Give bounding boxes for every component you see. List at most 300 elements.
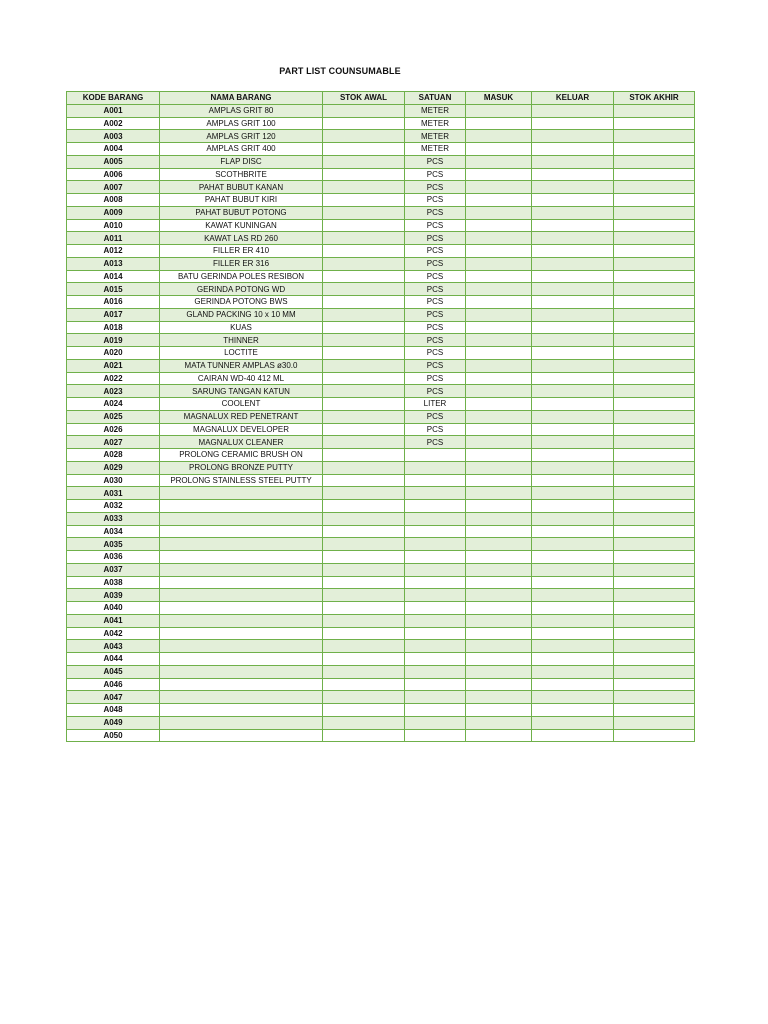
cell-stok-awal bbox=[323, 512, 405, 525]
cell-masuk bbox=[466, 257, 532, 270]
cell-nama-barang: SCOTHBRITE bbox=[160, 168, 323, 181]
cell-stok-akhir bbox=[614, 704, 695, 717]
cell-nama-barang bbox=[160, 538, 323, 551]
table-row bbox=[67, 283, 695, 296]
cell-nama-barang: FILLER ER 316 bbox=[160, 257, 323, 270]
cell-nama-barang: PAHAT BUBUT POTONG bbox=[160, 206, 323, 219]
cell-keluar bbox=[532, 245, 614, 258]
cell-keluar bbox=[532, 283, 614, 296]
cell-keluar bbox=[532, 665, 614, 678]
cell-nama-barang bbox=[160, 551, 323, 564]
cell-stok-awal bbox=[323, 117, 405, 130]
cell-stok-awal bbox=[323, 538, 405, 551]
cell-keluar bbox=[532, 257, 614, 270]
cell-stok-akhir bbox=[614, 219, 695, 232]
table-row bbox=[67, 538, 695, 551]
cell-kode-barang: A049 bbox=[67, 716, 160, 729]
cell-kode-barang: A025 bbox=[67, 410, 160, 423]
cell-kode-barang: A036 bbox=[67, 551, 160, 564]
cell-kode-barang: A026 bbox=[67, 423, 160, 436]
cell-masuk bbox=[466, 219, 532, 232]
cell-satuan bbox=[405, 576, 466, 589]
cell-keluar bbox=[532, 691, 614, 704]
cell-masuk bbox=[466, 474, 532, 487]
cell-keluar bbox=[532, 525, 614, 538]
cell-stok-awal bbox=[323, 704, 405, 717]
cell-kode-barang: A003 bbox=[67, 130, 160, 143]
cell-nama-barang: MAGNALUX CLEANER bbox=[160, 436, 323, 449]
cell-stok-akhir bbox=[614, 461, 695, 474]
cell-satuan bbox=[405, 653, 466, 666]
cell-keluar bbox=[532, 627, 614, 640]
cell-masuk bbox=[466, 487, 532, 500]
cell-keluar bbox=[532, 308, 614, 321]
col-header-masuk: MASUK bbox=[466, 92, 532, 105]
cell-masuk bbox=[466, 729, 532, 742]
table-row bbox=[67, 206, 695, 219]
cell-keluar bbox=[532, 461, 614, 474]
cell-stok-akhir bbox=[614, 423, 695, 436]
document-title: PART LIST COUNSUMABLE bbox=[279, 66, 401, 76]
cell-satuan: PCS bbox=[405, 219, 466, 232]
cell-satuan: METER bbox=[405, 130, 466, 143]
cell-kode-barang: A035 bbox=[67, 538, 160, 551]
cell-nama-barang bbox=[160, 640, 323, 653]
cell-nama-barang bbox=[160, 653, 323, 666]
cell-kode-barang: A006 bbox=[67, 168, 160, 181]
cell-keluar bbox=[532, 270, 614, 283]
cell-satuan bbox=[405, 602, 466, 615]
cell-nama-barang: LOCTITE bbox=[160, 347, 323, 360]
cell-kode-barang: A038 bbox=[67, 576, 160, 589]
cell-keluar bbox=[532, 614, 614, 627]
cell-stok-awal bbox=[323, 500, 405, 513]
cell-kode-barang: A015 bbox=[67, 283, 160, 296]
cell-kode-barang: A034 bbox=[67, 525, 160, 538]
cell-masuk bbox=[466, 410, 532, 423]
cell-stok-akhir bbox=[614, 525, 695, 538]
cell-satuan bbox=[405, 678, 466, 691]
cell-stok-akhir bbox=[614, 194, 695, 207]
table-row bbox=[67, 117, 695, 130]
table-row bbox=[67, 589, 695, 602]
table-row bbox=[67, 525, 695, 538]
cell-masuk bbox=[466, 143, 532, 156]
cell-nama-barang: THINNER bbox=[160, 334, 323, 347]
cell-kode-barang: A039 bbox=[67, 589, 160, 602]
cell-stok-awal bbox=[323, 716, 405, 729]
cell-stok-akhir bbox=[614, 347, 695, 360]
cell-stok-akhir bbox=[614, 512, 695, 525]
cell-nama-barang: MAGNALUX RED PENETRANT bbox=[160, 410, 323, 423]
cell-keluar bbox=[532, 551, 614, 564]
cell-kode-barang: A029 bbox=[67, 461, 160, 474]
cell-keluar bbox=[532, 474, 614, 487]
cell-keluar bbox=[532, 168, 614, 181]
cell-nama-barang: KAWAT KUNINGAN bbox=[160, 219, 323, 232]
cell-masuk bbox=[466, 423, 532, 436]
cell-stok-awal bbox=[323, 410, 405, 423]
header-row bbox=[67, 92, 695, 105]
cell-stok-akhir bbox=[614, 296, 695, 309]
cell-keluar bbox=[532, 104, 614, 117]
table-row bbox=[67, 474, 695, 487]
col-header-stok-akhir: STOK AKHIR bbox=[614, 92, 695, 105]
cell-keluar bbox=[532, 704, 614, 717]
cell-masuk bbox=[466, 283, 532, 296]
cell-stok-akhir bbox=[614, 627, 695, 640]
cell-keluar bbox=[532, 678, 614, 691]
cell-stok-akhir bbox=[614, 117, 695, 130]
cell-kode-barang: A033 bbox=[67, 512, 160, 525]
cell-satuan bbox=[405, 500, 466, 513]
cell-masuk bbox=[466, 232, 532, 245]
cell-stok-akhir bbox=[614, 410, 695, 423]
cell-satuan bbox=[405, 525, 466, 538]
cell-keluar bbox=[532, 602, 614, 615]
table-row bbox=[67, 296, 695, 309]
table-row bbox=[67, 321, 695, 334]
cell-masuk bbox=[466, 512, 532, 525]
table-row bbox=[67, 372, 695, 385]
table-row bbox=[67, 130, 695, 143]
cell-stok-akhir bbox=[614, 232, 695, 245]
cell-stok-awal bbox=[323, 283, 405, 296]
cell-stok-awal bbox=[323, 423, 405, 436]
cell-masuk bbox=[466, 691, 532, 704]
table-row bbox=[67, 181, 695, 194]
cell-stok-awal bbox=[323, 576, 405, 589]
cell-stok-akhir bbox=[614, 308, 695, 321]
cell-nama-barang bbox=[160, 627, 323, 640]
table-row bbox=[67, 410, 695, 423]
cell-satuan bbox=[405, 449, 466, 462]
cell-kode-barang: A017 bbox=[67, 308, 160, 321]
cell-satuan bbox=[405, 691, 466, 704]
cell-keluar bbox=[532, 410, 614, 423]
cell-masuk bbox=[466, 245, 532, 258]
cell-keluar bbox=[532, 219, 614, 232]
cell-masuk bbox=[466, 334, 532, 347]
cell-stok-awal bbox=[323, 347, 405, 360]
cell-stok-akhir bbox=[614, 270, 695, 283]
table-row bbox=[67, 576, 695, 589]
cell-keluar bbox=[532, 347, 614, 360]
cell-keluar bbox=[532, 449, 614, 462]
cell-nama-barang bbox=[160, 729, 323, 742]
cell-nama-barang bbox=[160, 665, 323, 678]
cell-satuan: METER bbox=[405, 117, 466, 130]
table-row bbox=[67, 168, 695, 181]
cell-stok-awal bbox=[323, 321, 405, 334]
cell-satuan: PCS bbox=[405, 334, 466, 347]
cell-satuan bbox=[405, 627, 466, 640]
cell-stok-awal bbox=[323, 678, 405, 691]
cell-satuan bbox=[405, 551, 466, 564]
table-row bbox=[67, 398, 695, 411]
table-row bbox=[67, 627, 695, 640]
cell-stok-akhir bbox=[614, 436, 695, 449]
col-header-stok-awal: STOK AWAL bbox=[323, 92, 405, 105]
cell-nama-barang bbox=[160, 704, 323, 717]
cell-stok-awal bbox=[323, 653, 405, 666]
cell-stok-akhir bbox=[614, 589, 695, 602]
table-row bbox=[67, 704, 695, 717]
cell-masuk bbox=[466, 270, 532, 283]
cell-satuan: PCS bbox=[405, 321, 466, 334]
cell-masuk bbox=[466, 704, 532, 717]
cell-stok-awal bbox=[323, 563, 405, 576]
cell-stok-akhir bbox=[614, 372, 695, 385]
table-row bbox=[67, 449, 695, 462]
cell-nama-barang: AMPLAS GRIT 120 bbox=[160, 130, 323, 143]
cell-masuk bbox=[466, 359, 532, 372]
table-row bbox=[67, 729, 695, 742]
cell-satuan bbox=[405, 614, 466, 627]
cell-stok-akhir bbox=[614, 563, 695, 576]
cell-stok-awal bbox=[323, 589, 405, 602]
cell-stok-awal bbox=[323, 691, 405, 704]
cell-satuan bbox=[405, 729, 466, 742]
cell-masuk bbox=[466, 308, 532, 321]
cell-stok-akhir bbox=[614, 334, 695, 347]
table-row bbox=[67, 461, 695, 474]
cell-stok-awal bbox=[323, 130, 405, 143]
cell-stok-akhir bbox=[614, 155, 695, 168]
col-header-satuan: SATUAN bbox=[405, 92, 466, 105]
cell-stok-awal bbox=[323, 614, 405, 627]
cell-satuan: LITER bbox=[405, 398, 466, 411]
cell-nama-barang: GERINDA POTONG WD bbox=[160, 283, 323, 296]
table-row bbox=[67, 512, 695, 525]
cell-kode-barang: A021 bbox=[67, 359, 160, 372]
cell-keluar bbox=[532, 640, 614, 653]
cell-kode-barang: A027 bbox=[67, 436, 160, 449]
cell-kode-barang: A020 bbox=[67, 347, 160, 360]
cell-satuan bbox=[405, 640, 466, 653]
cell-stok-awal bbox=[323, 729, 405, 742]
cell-stok-akhir bbox=[614, 283, 695, 296]
cell-nama-barang: GERINDA POTONG BWS bbox=[160, 296, 323, 309]
cell-nama-barang bbox=[160, 691, 323, 704]
cell-kode-barang: A042 bbox=[67, 627, 160, 640]
cell-satuan bbox=[405, 716, 466, 729]
cell-stok-awal bbox=[323, 104, 405, 117]
cell-stok-akhir bbox=[614, 716, 695, 729]
cell-masuk bbox=[466, 449, 532, 462]
cell-masuk bbox=[466, 627, 532, 640]
cell-nama-barang: AMPLAS GRIT 100 bbox=[160, 117, 323, 130]
cell-keluar bbox=[532, 117, 614, 130]
cell-masuk bbox=[466, 436, 532, 449]
cell-satuan: PCS bbox=[405, 194, 466, 207]
cell-stok-awal bbox=[323, 232, 405, 245]
table-row bbox=[67, 665, 695, 678]
cell-nama-barang bbox=[160, 576, 323, 589]
cell-satuan: PCS bbox=[405, 308, 466, 321]
cell-stok-awal bbox=[323, 436, 405, 449]
cell-masuk bbox=[466, 614, 532, 627]
cell-keluar bbox=[532, 398, 614, 411]
cell-masuk bbox=[466, 168, 532, 181]
table-row bbox=[67, 334, 695, 347]
cell-kode-barang: A007 bbox=[67, 181, 160, 194]
cell-satuan bbox=[405, 589, 466, 602]
cell-kode-barang: A005 bbox=[67, 155, 160, 168]
cell-keluar bbox=[532, 232, 614, 245]
cell-kode-barang: A050 bbox=[67, 729, 160, 742]
cell-masuk bbox=[466, 372, 532, 385]
cell-nama-barang: PAHAT BUBUT KANAN bbox=[160, 181, 323, 194]
cell-keluar bbox=[532, 155, 614, 168]
cell-stok-akhir bbox=[614, 104, 695, 117]
cell-nama-barang: CAIRAN WD-40 412 ML bbox=[160, 372, 323, 385]
cell-stok-awal bbox=[323, 206, 405, 219]
cell-kode-barang: A009 bbox=[67, 206, 160, 219]
cell-nama-barang: MATA TUNNER AMPLAS ø30.0 bbox=[160, 359, 323, 372]
cell-keluar bbox=[532, 423, 614, 436]
cell-kode-barang: A048 bbox=[67, 704, 160, 717]
cell-masuk bbox=[466, 155, 532, 168]
cell-kode-barang: A028 bbox=[67, 449, 160, 462]
table-row bbox=[67, 500, 695, 513]
table-row bbox=[67, 219, 695, 232]
cell-kode-barang: A044 bbox=[67, 653, 160, 666]
cell-masuk bbox=[466, 640, 532, 653]
cell-nama-barang: KUAS bbox=[160, 321, 323, 334]
cell-stok-awal bbox=[323, 398, 405, 411]
cell-kode-barang: A041 bbox=[67, 614, 160, 627]
cell-stok-akhir bbox=[614, 385, 695, 398]
cell-nama-barang bbox=[160, 525, 323, 538]
cell-keluar bbox=[532, 372, 614, 385]
table-row bbox=[67, 691, 695, 704]
cell-masuk bbox=[466, 602, 532, 615]
cell-stok-awal bbox=[323, 602, 405, 615]
cell-stok-awal bbox=[323, 296, 405, 309]
table-row bbox=[67, 653, 695, 666]
cell-kode-barang: A040 bbox=[67, 602, 160, 615]
cell-keluar bbox=[532, 653, 614, 666]
table-row bbox=[67, 270, 695, 283]
cell-stok-awal bbox=[323, 640, 405, 653]
cell-stok-akhir bbox=[614, 168, 695, 181]
cell-satuan bbox=[405, 538, 466, 551]
table-row bbox=[67, 155, 695, 168]
col-header-nama-barang: NAMA BARANG bbox=[160, 92, 323, 105]
cell-stok-awal bbox=[323, 461, 405, 474]
table-row bbox=[67, 678, 695, 691]
cell-stok-akhir bbox=[614, 487, 695, 500]
cell-masuk bbox=[466, 589, 532, 602]
cell-satuan: PCS bbox=[405, 245, 466, 258]
cell-stok-akhir bbox=[614, 653, 695, 666]
cell-stok-awal bbox=[323, 449, 405, 462]
cell-keluar bbox=[532, 729, 614, 742]
cell-stok-awal bbox=[323, 168, 405, 181]
cell-kode-barang: A018 bbox=[67, 321, 160, 334]
table-row bbox=[67, 308, 695, 321]
cell-satuan bbox=[405, 665, 466, 678]
cell-stok-akhir bbox=[614, 181, 695, 194]
table-row bbox=[67, 551, 695, 564]
cell-keluar bbox=[532, 194, 614, 207]
cell-stok-akhir bbox=[614, 678, 695, 691]
cell-keluar bbox=[532, 206, 614, 219]
cell-stok-awal bbox=[323, 474, 405, 487]
cell-nama-barang: GLAND PACKING 10 x 10 MM bbox=[160, 308, 323, 321]
cell-nama-barang: BATU GERINDA POLES RESIBON bbox=[160, 270, 323, 283]
cell-stok-akhir bbox=[614, 640, 695, 653]
cell-masuk bbox=[466, 665, 532, 678]
cell-kode-barang: A031 bbox=[67, 487, 160, 500]
cell-nama-barang bbox=[160, 512, 323, 525]
cell-stok-akhir bbox=[614, 359, 695, 372]
cell-nama-barang: FILLER ER 410 bbox=[160, 245, 323, 258]
cell-kode-barang: A024 bbox=[67, 398, 160, 411]
table-row bbox=[67, 143, 695, 156]
cell-keluar bbox=[532, 181, 614, 194]
table-row bbox=[67, 602, 695, 615]
cell-stok-akhir bbox=[614, 576, 695, 589]
cell-stok-akhir bbox=[614, 321, 695, 334]
cell-kode-barang: A045 bbox=[67, 665, 160, 678]
cell-stok-akhir bbox=[614, 500, 695, 513]
cell-stok-akhir bbox=[614, 602, 695, 615]
cell-nama-barang bbox=[160, 614, 323, 627]
cell-satuan: PCS bbox=[405, 181, 466, 194]
cell-kode-barang: A014 bbox=[67, 270, 160, 283]
cell-nama-barang: AMPLAS GRIT 80 bbox=[160, 104, 323, 117]
cell-satuan: METER bbox=[405, 143, 466, 156]
cell-satuan bbox=[405, 487, 466, 500]
cell-satuan: PCS bbox=[405, 410, 466, 423]
table-row bbox=[67, 194, 695, 207]
cell-keluar bbox=[532, 576, 614, 589]
cell-satuan: PCS bbox=[405, 232, 466, 245]
cell-satuan: PCS bbox=[405, 385, 466, 398]
cell-keluar bbox=[532, 130, 614, 143]
cell-masuk bbox=[466, 398, 532, 411]
cell-kode-barang: A011 bbox=[67, 232, 160, 245]
cell-stok-awal bbox=[323, 334, 405, 347]
cell-stok-akhir bbox=[614, 665, 695, 678]
cell-nama-barang: PROLONG BRONZE PUTTY bbox=[160, 461, 323, 474]
cell-stok-akhir bbox=[614, 257, 695, 270]
col-header-kode-barang: KODE BARANG bbox=[67, 92, 160, 105]
cell-stok-awal bbox=[323, 245, 405, 258]
cell-nama-barang: PROLONG CERAMIC BRUSH ON bbox=[160, 449, 323, 462]
cell-stok-akhir bbox=[614, 449, 695, 462]
col-header-keluar: KELUAR bbox=[532, 92, 614, 105]
cell-keluar bbox=[532, 385, 614, 398]
cell-satuan bbox=[405, 704, 466, 717]
cell-stok-akhir bbox=[614, 245, 695, 258]
cell-satuan: PCS bbox=[405, 296, 466, 309]
cell-kode-barang: A001 bbox=[67, 104, 160, 117]
table-row bbox=[67, 640, 695, 653]
cell-masuk bbox=[466, 500, 532, 513]
cell-kode-barang: A047 bbox=[67, 691, 160, 704]
cell-kode-barang: A016 bbox=[67, 296, 160, 309]
table-row bbox=[67, 563, 695, 576]
cell-masuk bbox=[466, 104, 532, 117]
cell-stok-awal bbox=[323, 525, 405, 538]
cell-stok-awal bbox=[323, 487, 405, 500]
cell-stok-awal bbox=[323, 257, 405, 270]
cell-stok-akhir bbox=[614, 206, 695, 219]
cell-keluar bbox=[532, 589, 614, 602]
